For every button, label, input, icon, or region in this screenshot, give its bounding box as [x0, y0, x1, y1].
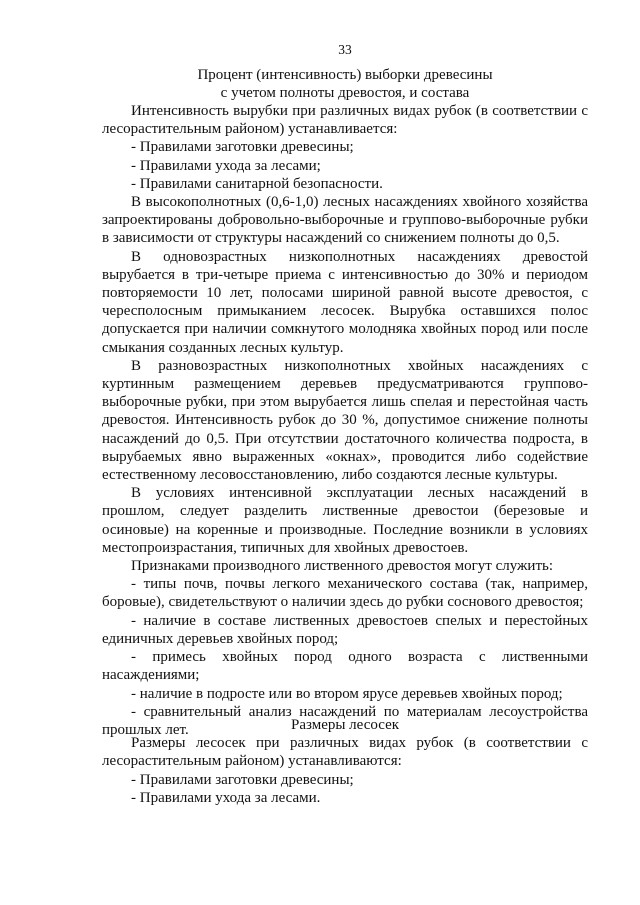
rule-item: - Правилами санитарной безопасности.: [131, 175, 383, 192]
section-heading: Размеры лесосек: [290, 717, 400, 733]
section-title-line-1: Процент (интенсивность) выборки древесины: [197, 67, 493, 83]
sign-item: - наличие в составе лиственных древостоев спелых и перестойных единичных деревьев хвойных пород;: [102, 612, 588, 647]
section-intro: Размеры лесосек при различных видах рубок (в соответствии с лесорастительным районом) устанавливаются:: [102, 735, 588, 770]
intro-paragraph: Интенсивность вырубки при различных видах рубок (в соответствии с лесорастительным районом) устанавливается:: [102, 103, 588, 138]
paragraph-intensive-exploitation: В условиях интенсивной эксплуатации лесных насаждений в прошлом, следует разделить лиственные древостои (березовые и осиновые) на коренные и производные. Последние возникли в условиях местопроизрастания, типичных для хвойных древостоев.: [102, 485, 588, 556]
section-body: [102, 102, 588, 739]
paragraph-uneven-aged: В разновозрастных низкополнотных хвойных насаждениях с куртинным размещением деревьев предусматриваются группово-выборочные рубки, при этом вырубается лишь спелая и перестойная часть древостоя. Интенсивность рубок до 30 %, допустимое снижение полноты насаждений до 0,5. При отсутствии достаточного количества подроста, в вырубаемых явно выраженных «окнах», проводится либо содействие естественному лесовосстановлению, либо создаются лесные культуры.: [102, 357, 588, 484]
paragraph-signs-intro: Признаками производного лиственного древостоя могут служить:: [131, 558, 554, 575]
paragraph-high-density: В высокополнотных (0,6-1,0) лесных насаждениях хвойного хозяйства запроектированы добровольно-выборочные и группово-выборочные рубки в зависимости от структуры насаждений со снижением полноты до 0,5.: [102, 194, 588, 247]
section-title-line-2: с учетом полноты древостоя, и состава: [220, 85, 470, 101]
cutting-area-section: [102, 716, 588, 807]
sign-item: - сравнительный анализ насаждений по материалам лесоустройства прошлых лет.: [102, 703, 588, 738]
sign-item: - наличие в подросте или во втором ярусе деревьев хвойных пород;: [131, 685, 563, 702]
page-number: 33: [338, 42, 352, 57]
rule-item: - Правилами заготовки древесины;: [131, 771, 354, 788]
rule-item: - Правилами ухода за лесами;: [131, 157, 321, 174]
section-title: [102, 66, 588, 102]
rule-item: - Правилами ухода за лесами.: [131, 789, 321, 806]
paragraph-even-aged: В одновозрастных низкополнотных насаждениях древостой вырубается в три-четыре приема с интенсивностью до 30% и периодом повторяемости 10 лет, полосами шириной равной высоте древостоя, с чересполосным примыканием лесосек. Вырубка оставшихся полос допускается при наличии сомкнутого молодняка хвойных пород или после смыкания созданных лесных культур.: [102, 248, 588, 356]
rule-item: - Правилами заготовки древесины;: [131, 139, 354, 156]
sign-item: - примесь хвойных пород одного возраста с лиственными насаждениями;: [102, 649, 588, 684]
sign-item: - типы почв, почвы легкого механического состава (так, например, боровые), свидетельствуют о наличии здесь до рубки соснового древостоя;: [102, 576, 588, 611]
